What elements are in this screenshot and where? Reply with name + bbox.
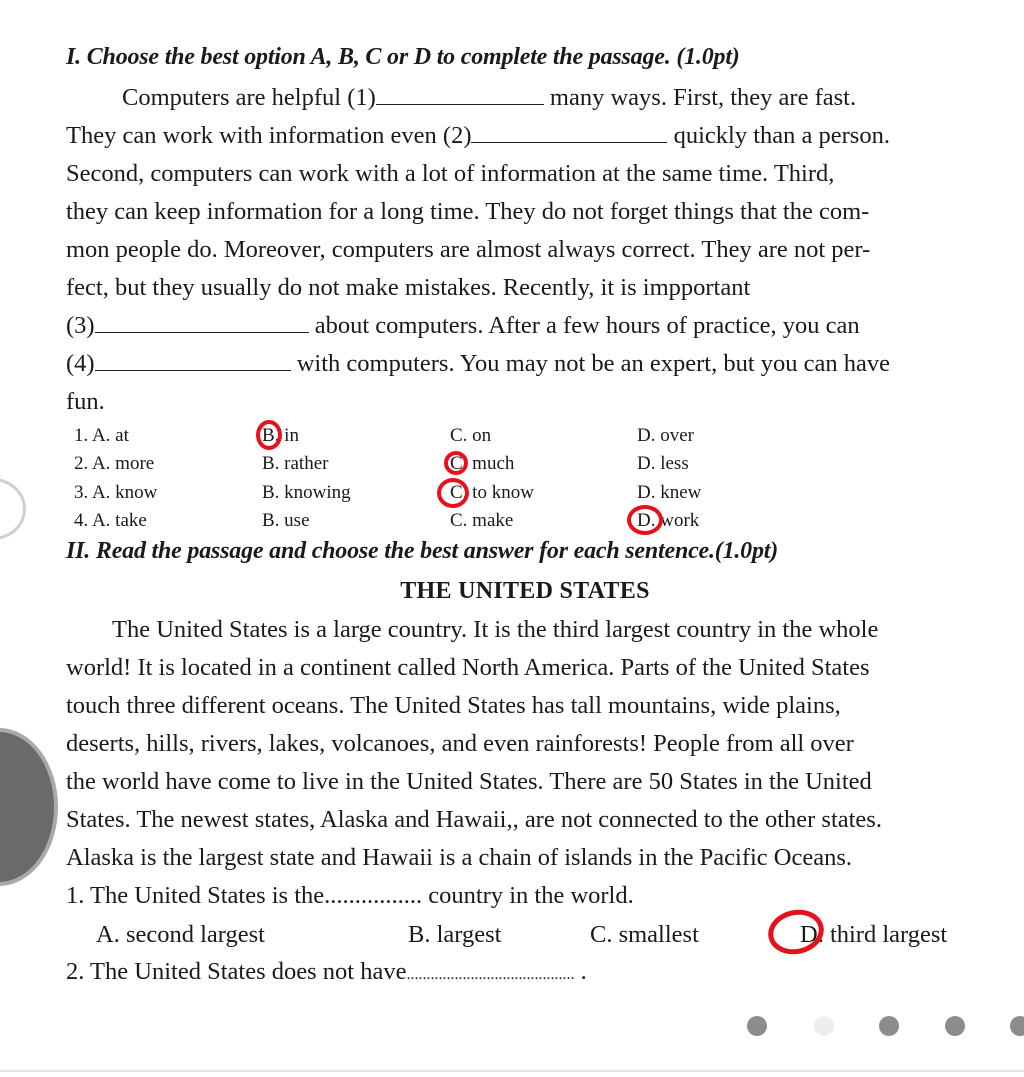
passage-1-line: Second, computers can work with a lot of information at the same time. Third, [66, 160, 835, 187]
page-dot-1[interactable] [747, 1016, 767, 1036]
passage-text: (4) [66, 350, 95, 377]
option-4d: D. work [637, 510, 700, 531]
option-1b: B. in [262, 425, 299, 446]
q1-option-d: D. third largest [800, 921, 948, 948]
option-3d: D. knew [637, 482, 702, 503]
section-2-heading: II. Read the passage and choose the best answer for each sentence.(1.0pt) [66, 538, 779, 564]
answer-blank: ................ [324, 882, 423, 909]
blank-2 [471, 124, 667, 143]
option-1a: 1. A. at [74, 425, 129, 446]
blank-4 [95, 352, 291, 371]
question-text: . [574, 958, 587, 985]
passage-1-line [66, 350, 890, 378]
bottom-divider [0, 1070, 1024, 1072]
page-dot-3[interactable] [879, 1016, 899, 1036]
question-1 [66, 882, 634, 910]
passage-text: with computers. You may not be an expert, but you can have [290, 350, 891, 377]
passage-1-line [66, 122, 890, 150]
passage-text: Computers are helpful (1) [122, 84, 376, 111]
q1-option-c: C. smallest [590, 921, 699, 948]
option-3a: 3. A. know [74, 482, 158, 503]
passage-text: about computers. After a few hours of practice, you can [308, 312, 860, 339]
answer-mark-4d [627, 505, 663, 535]
option-2a: 2. A. more [74, 453, 155, 474]
page-dot-5[interactable] [1010, 1016, 1024, 1036]
page-dot-4[interactable] [945, 1016, 965, 1036]
option-3b: B. knowing [262, 482, 351, 503]
option-4a: 4. A. take [74, 510, 147, 531]
answer-mark-q1d [764, 905, 828, 960]
option-2c: C. much [450, 453, 515, 474]
passage-1-line: they can keep information for a long time. They do not forget things that the com- [66, 198, 870, 225]
passage-2-line: touch three different oceans. The United States has tall mountains, wide plains, [66, 692, 841, 719]
passage-1-line: fun. [66, 388, 105, 415]
passage-1-line: mon people do. Moreover, computers are almost always correct. They are not per- [66, 236, 871, 263]
option-4c: C. make [450, 510, 514, 531]
option-1d: D. over [637, 425, 694, 446]
blank-1 [376, 86, 544, 105]
passage-2-line: Alaska is the largest state and Hawaii is a chain of islands in the Pacific Oceans. [66, 844, 853, 871]
option-4b: B. use [262, 510, 310, 531]
passage-text: many ways. First, they are fast. [543, 84, 857, 111]
answer-mark-3c [437, 478, 469, 508]
passage-2-line: deserts, hills, rivers, lakes, volcanoes, and even rainforests! People from all over [66, 730, 854, 757]
page-dot-2-active[interactable] [814, 1016, 834, 1036]
question-text: 1. The United States is the [66, 882, 325, 909]
answer-blank: .......................................... [406, 966, 575, 983]
question-text: 2. The United States does not have [66, 958, 407, 985]
q1-option-a: A. second largest [96, 921, 265, 948]
floating-side-button[interactable] [0, 728, 58, 886]
passage-text: They can work with information even (2) [66, 122, 472, 149]
blank-3 [95, 314, 309, 333]
passage-1-line [122, 84, 856, 112]
passage-2-line: the world have come to live in the United States. There are 50 States in the United [66, 768, 872, 795]
passage-title: THE UNITED STATES [400, 578, 650, 604]
question-2 [66, 958, 587, 986]
option-3c: C. to know [450, 482, 534, 503]
passage-text: quickly than a person. [667, 122, 890, 149]
passage-2-line: The United States is a large country. It is the third largest country in the whole [112, 616, 879, 643]
option-1c: C. on [450, 425, 492, 446]
passage-2-line: States. The newest states, Alaska and Hawaii,, are not connected to the other states. [66, 806, 882, 833]
option-2b: B. rather [262, 453, 329, 474]
section-1-heading: I. Choose the best option A, B, C or D to complete the passage. (1.0pt) [66, 44, 740, 70]
side-handle-ring[interactable] [0, 478, 26, 540]
passage-2-line: world! It is located in a continent called North America. Parts of the United States [66, 654, 870, 681]
question-text: country in the world. [422, 882, 634, 909]
passage-1-line [66, 312, 860, 340]
passage-1-line: fect, but they usually do not make mistakes. Recently, it is impportant [66, 274, 751, 301]
option-2d: D. less [637, 453, 689, 474]
answer-mark-2c [444, 451, 468, 475]
passage-text: (3) [66, 312, 95, 339]
q1-option-b: B. largest [408, 921, 502, 948]
answer-mark-1b [256, 420, 282, 450]
